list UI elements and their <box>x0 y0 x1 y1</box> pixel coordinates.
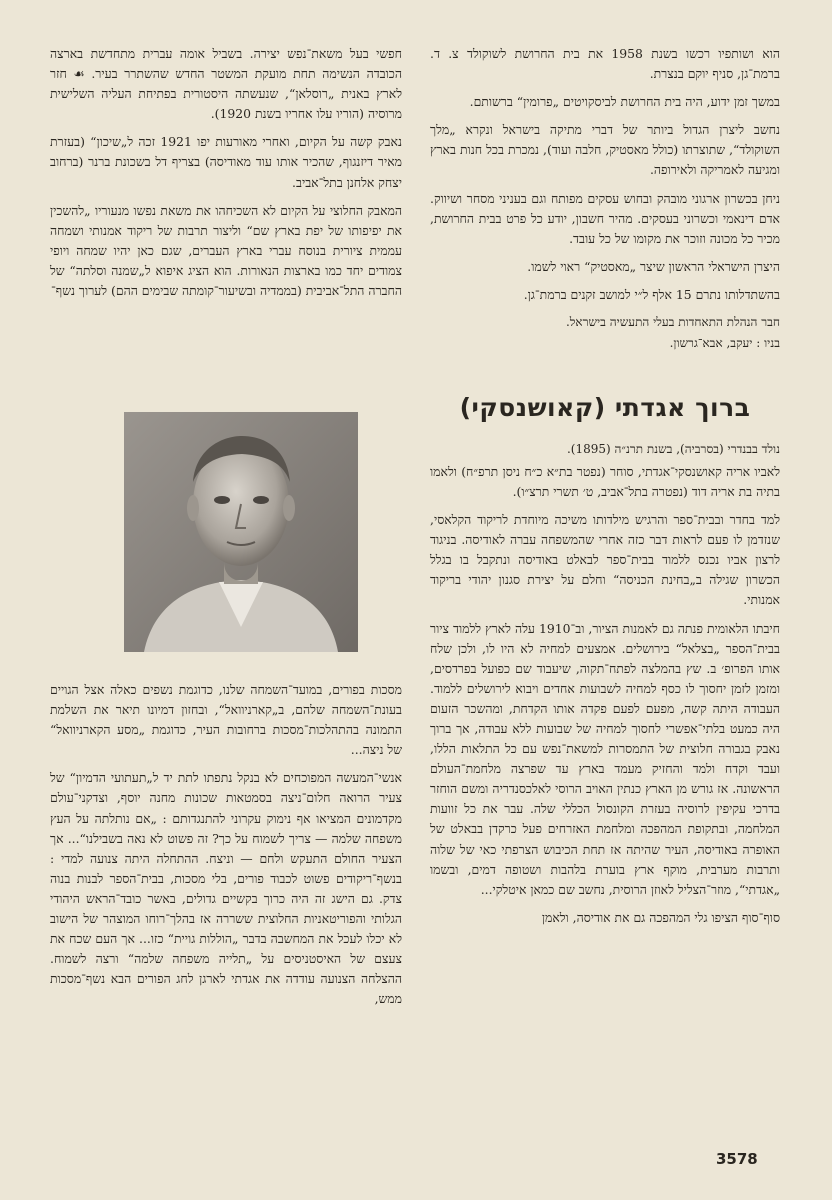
left-column-bottom <box>50 680 402 1018</box>
right-column <box>430 44 780 936</box>
entry-heading: ברוך אגדתי (קאושנסקי) <box>459 392 751 422</box>
portrait-photo <box>124 412 358 652</box>
paragraph: נאבק קשה על הקיום, ואחרי מאורעות יפו 1921 זכה ל„שיכון“ (בעזרת מאיר דיזנגוף, שהכיר אותו עוד מאודיסה) בצריף דל בשכונת ברנר (ברחוב יצחק אלחנן בתל־אביב. <box>50 134 402 190</box>
page-number: 3578 <box>716 1150 758 1168</box>
portrait-image <box>124 412 358 652</box>
parents-line: לאביו אריה קאושנסקי־אגדתי, סוחר (נפטר בת״א כ״ח ניסן תרפ״ח) ולאמו בתיה בת אריה דוד (נפטרה בתל־אביב, ט׳ תשרי תרצ״ו). <box>430 463 780 499</box>
children-line: בניו : יעקב, אבא־גרשון. <box>669 336 780 351</box>
paragraph: היצרן הישראלי הראשון שיצר „מאסטיק“ ראוי לשמו. <box>527 258 780 274</box>
paragraph: למד בחדר ובבית־ספר והרגיש מילדותו משיכה מיוחדת לריקוד הקלאסי, שנזדמן לו פעם לראות דבר כזה אחרי שהמשפחה עברה לאודיסה. בניגוד לרצון אביו נכנס ללמוד בבית־ספר לבאלט באודיסה ונתקבל בו בגלל הכשרון שגילה ב„בחינת הכניסה“ וחלם על יצירת סגנון יהודי בריקוד אמנותי. <box>430 512 780 608</box>
paragraph: מסכות בפורים, במועד־השמחה שלנו, כדוגמת נשפים כאלה אצל הגויים בעונת־השמחה שלהם, ב„קארניוואל“, ובחזון דמיונו תיאר את השלמת התמונה בהתהלכות־מסכות ברחובות העיר, כדוגמת „מסע הקארניוואל“ של ניצה... <box>50 682 402 758</box>
paragraph: נחשב ליצרן הגדול ביותר של דברי מתיקה בישראל ונקרא „מלך השוקולד“, שתוצרתו (כולל מאסטיק, חלבה ועוד), נמכרת בכל חנות בארץ ומגיעה לאמריקה ולאירופה. <box>430 122 780 178</box>
paragraph: בהשתדלותו נתרם 15 אלף ל״י למושב זקנים ברמת־גן. <box>523 286 780 302</box>
paragraph: חבר הנהלת התאחדות בעלי התעשיה בישראל. <box>565 315 780 330</box>
paragraph: סוף־סוף הציפו גלי המהפכה גם את אודיסה, ולאמן <box>541 909 780 925</box>
birth-line: נולד בבנדרי (בסרביה), בשנת תרנ״ה (1895). <box>566 442 780 457</box>
paragraph: הוא ושותפיו רכשו בשנת 1958 את בית החרושת לשוקולד צ. ד. ברמת־גן, סניף יוקם בנצרת. <box>430 46 780 82</box>
paragraph: במשך זמן ידוע, היה בית החרושת לביסקויטים „פרומין“ ברשותם. <box>469 94 780 110</box>
paragraph: אנשי־המעשה המפוכחים לא בנקל נתפתו לתת יד ל„תעתועי הדמיון“ של צעיר הרואה חלום־ניצה בסמטאות שכונות מחנה יוסף, וצדקני־עולם מקדמונים המציאו אף נימוק עקרוני להתנגדותם : „אם נותלתה על העץ משפחה שלמה — צריך לשמוח על כך? זה פשוט לא נאה בשבילנו“... אך הצעיר החולם התעקש ולחם — וניצח. ההתחלה היתה צנועה למדי : בנשף־ריקודים פשוט לכבוד פורים, בלי מסכות, בבית־הספר לבנות בנוה צדק. גם הישג זה היה כרוך בקשיים גדולים, באשר כובד־הראש היהודי הגלותי והפוריטאניות החלוצית ששררה אז בהלך־רוחו המוצהר של הישוב לא יכלו לעכל את המחשבה בדבר „הוללות גויית“ כזו... אך העם שכח את צעצם של האיסטניסים על „תלייה משפחה שלמה“ ורצה לשמוח. ההצלחה הצנועה עודדה את אגדתי לארגן לחג הפורים הבא נשף־מסכות ממש, <box>50 770 402 1007</box>
paragraph: ניחן בכשרון ארגוני מובהק ובחוש עסקים מפותח וגם בעניני מסחר ושיווק. אדם דינאמי וכשרוני בעסקים. מהיר חשבון, יודע כל פרט בבית החרושת, מכיר כל מכונה וזוכר את מקומו של כל עובד. <box>430 190 780 246</box>
paragraph: חפשי בעל משאת־נפש יצירה. בשביל אומה עברית מתחדשת בארצה הכובדה הנשימה תחת מועקת המשטר החדש שהשתרר בעיר. ☙ חזר לארץ באנית „רוסלאן“, שנעשתה היסטורית בפתיחת העליה השלישית מרוסיה (הוריו עלו אחריו בשנת 1920). <box>50 46 402 122</box>
paragraph: חיבתו הלאומית פנתה גם לאמנות הציור, וב־1910 עלה לארץ ללמוד ציור בבית־הספר „בצלאל“ בירושלים. אמצעים למחיה לא היו לו, ולכן שלח אותו הפרופ׳ ב. שץ בהמלצה לפתח־תקוה, שיעבוד שם כפועל בפרדסים, ומזמן לזמן יחסוך לו כסף למחיה לשבועות אחדים ויבוא לירושלים ללמוד. העבודה היתה קשה, מפעם לפעם פקדה אותו הקדחת, ומהשכר הזעום היה כמעט בלתי־אפשרי לחסוך למחיה של שבועות ללא עבודה, אך ברוך נאבק בגבורה חלוצית של התמסרות למשאת־נפש עם כל התלאות הללו, ועבד וקדח ולמד והחזיק מעמד בארץ עד שפרצה מלחמת־העולם הראשונה. אז גורש מן הארץ כנתין האויב הרוסי לאלכסנדריה ומשם הוחזר בדרכי עקיפין לרוסיה בעזרת הקונסול הכללי שלה. עבר את כל זוועות המלחמה, ובתקופת המהפכה ומלחמת האזרחים פעל כרקדן בבאלט של האופרה באודיסה, העיר שהיתה אז תחת הכיבוש הצרפתי כאי של שלוה ותרבות מערבית, מוקף ארץ בוערת בלהבות ושטופה דמים, ובשמו „אגדתי“, מוזר־הצליל לאוזן הרוסית, נחשב שם כמאן איטלקי... <box>430 620 780 897</box>
paragraph: המאבק החלוצי על הקיום לא השכיחהו את משאת נפשו מנעוריו „להשכין את יפיפותו של יפת בארץ שם“ וליצור תרבות של ריקוד אמנותי ושמחה עממית ציורית בנוסח עברי בארץ העברים, שגם כאן יהיו שמחה ויופי צמודים יחד כמו בארצות הנאורות. הוא הציג איפוא ל„שמנה וסלתה“ של החברה התל־אביבית (בממדיה ובשיעור־קומתה שבימים ההם) לערוך נשף־ <box>50 202 402 299</box>
left-column-top <box>50 44 402 309</box>
